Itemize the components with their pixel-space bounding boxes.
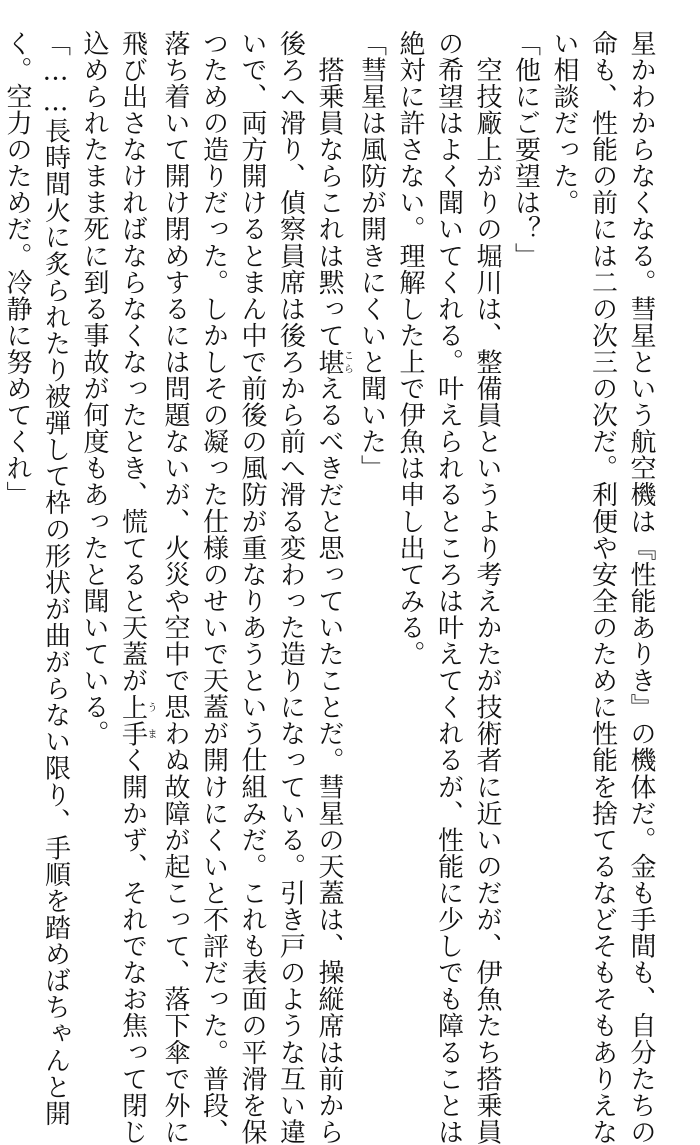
text-line-5: 空技廠上がりの堀川は、整備員というより考えかたが技術者に近いのだが、伊魚たち搭乗員 <box>472 30 502 1145</box>
text-line-8: 「彗星は風防が開きにくいと聞いた」 <box>356 30 387 482</box>
text-line-9 <box>310 30 353 1145</box>
ruby-reading-uma: うま <box>145 693 156 747</box>
text-line-9-post: えるべきだと思っていたことだ。彗星の天蓋は、操縦席は前から <box>314 375 344 1145</box>
text-line-10: 後ろへ滑り、偵察員席は後ろから前へ滑る変わった造りになっている。引き戸のような互い違 <box>275 30 306 1145</box>
text-line-17: く。空力のためだ。冷静に努めてくれ」 <box>2 30 32 508</box>
ruby-uma <box>117 693 156 747</box>
text-line-16: 「……長時間火に炙られたり被弾して枠の形状が曲がらない限り、手順を踏めばちゃんと開 <box>40 30 71 1127</box>
text-line-3: い相談だった。 <box>549 30 579 216</box>
text-line-1: 星かわからなくなる。彗星という航空機は『性能ありき』の機体だ。金も手間も、自分たちの <box>626 30 656 1145</box>
text-line-6: の希望はよく聞いてくれる。叶えられるところは叶えてくれるが、性能に少しでも障ることは <box>433 30 464 1145</box>
ruby-kora <box>314 348 353 376</box>
ruby-base-uma: 上手 <box>117 693 148 747</box>
text-line-14-post: く開かず、それでなお焦って閉じ <box>117 746 148 1145</box>
ruby-base-kora: 堪 <box>314 348 344 376</box>
text-line-12: つための造りだった。しかしその凝った仕様のせいで天蓋が開けにくいと不評だった。普段、 <box>198 30 229 1145</box>
text-line-11: いで、両方開けるとまん中で前後の風防が重なりあうという仕組みだ。これも表面の平滑を保 <box>237 30 267 1145</box>
text-line-14-pre: 飛び出さなければならなくなったとき、慌てると天蓋が <box>117 30 148 694</box>
text-line-2: 命も、性能の前には二の次三の次だ。利便や安全のために性能を捨てるなどそもそもありえな <box>587 30 618 1145</box>
text-line-7: 絶対に許さない。理解した上で伊魚は申し出てみる。 <box>395 30 425 668</box>
vertical-text-body <box>2 30 660 1145</box>
text-line-14 <box>113 30 156 1145</box>
text-line-9-pre: 搭乗員ならこれは黙って <box>314 30 344 349</box>
ruby-reading-kora: こら <box>341 348 353 376</box>
text-line-4: 「他にご要望は？」 <box>510 30 541 269</box>
text-line-15: 込められたまま死に到る事故が何度もあったと聞いている。 <box>79 30 109 747</box>
text-line-13: 落ち着いて開け閉めするには問題ないが、火災や空中で思わぬ故障が起こって、落下傘で外に <box>160 30 190 1145</box>
